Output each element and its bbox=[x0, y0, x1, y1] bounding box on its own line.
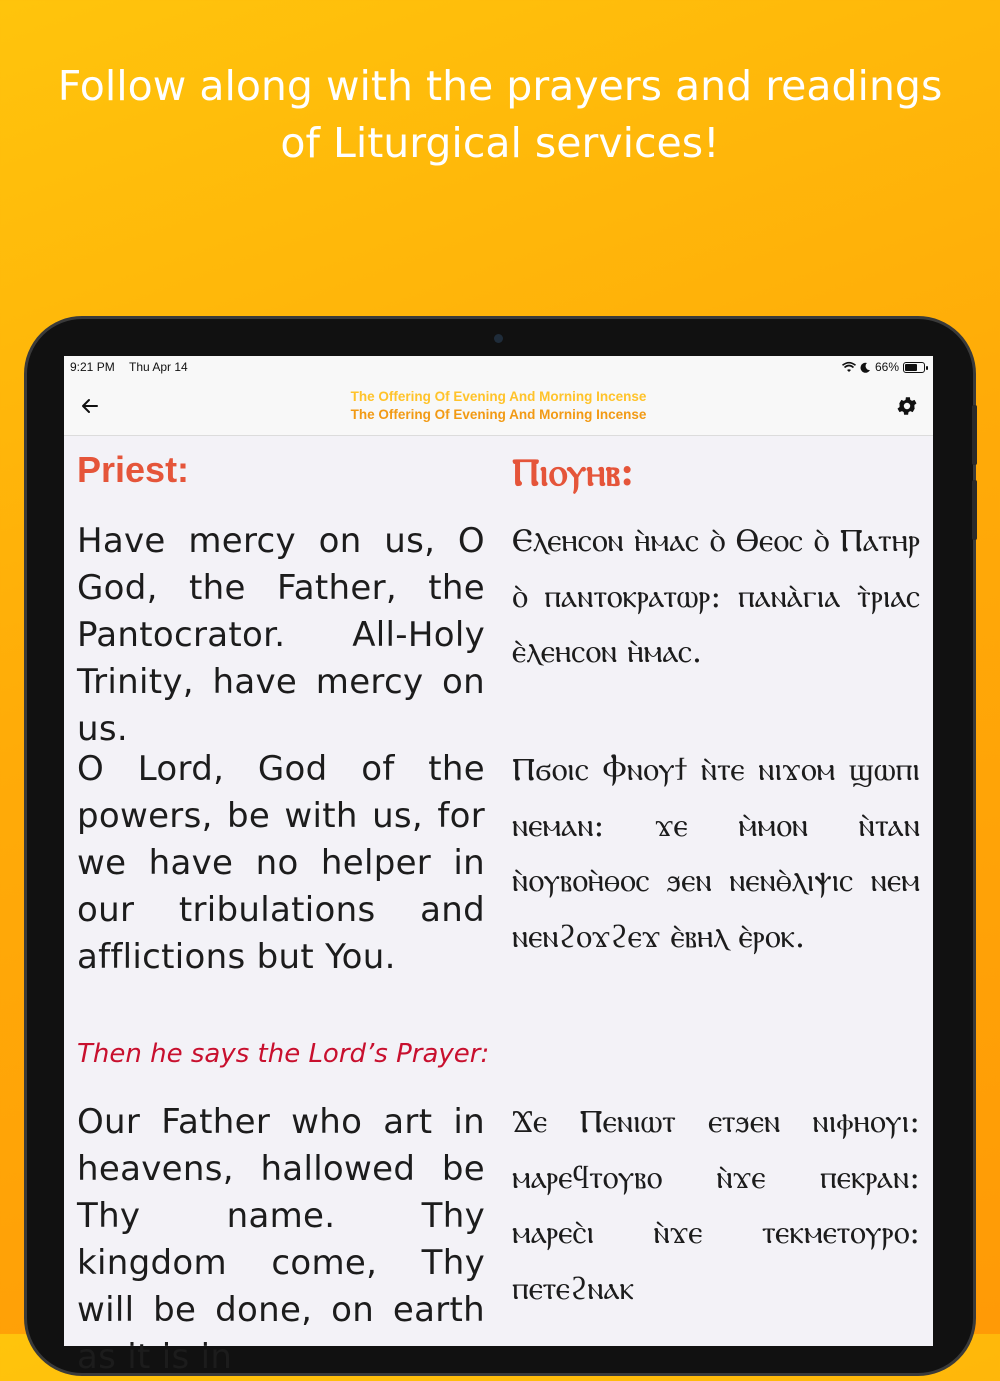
coptic-paragraph: Ϫⲉ Ⲡⲉⲛⲓⲱⲧ ⲉⲧϧⲉⲛ ⲛⲓⲫⲏⲟⲩⲓ: ⲙⲁⲣⲉϥⲧⲟⲩⲃⲟ ⲛ̀ϫⲉ ⲡⲉⲕⲣⲁⲛ: ⲙⲁⲣⲉⲥ̀ⲓ ⲛ̀ϫⲉ ⲧⲉⲕⲙⲉⲧⲟⲩⲣⲟ: ⲡⲉⲧⲉϩⲛⲁⲕ bbox=[512, 1102, 920, 1307]
battery-fill bbox=[905, 364, 917, 371]
nav-title bbox=[204, 388, 793, 424]
nav-title-primary: The Offering Of Evening And Morning Incense bbox=[350, 389, 647, 404]
status-time: 9:21 PM bbox=[70, 360, 115, 374]
liturgy-content[interactable] bbox=[64, 437, 933, 1377]
coptic-paragraph: Ⲉⲗⲉⲏⲥⲟⲛ ⲏ̀ⲙⲁⲥ ⲟ̀ Ⲑⲉⲟⲥ ⲟ̀ Ⲡⲁⲧⲏⲣ ⲟ̀ ⲡⲁⲛⲧⲟⲕⲣⲁⲧⲱⲣ: ⲡⲁⲛⲁ̀ⲅⲓⲁ ⲧ̀ⲣⲓⲁⲥ ⲉ̀ⲗⲉⲏⲥⲟⲛ ⲏ̀ⲙⲁⲥ. bbox=[512, 521, 920, 670]
status-bar bbox=[64, 356, 933, 378]
status-date: Thu Apr 14 bbox=[129, 360, 188, 374]
front-camera bbox=[494, 334, 503, 343]
battery-icon bbox=[903, 362, 925, 373]
back-arrow-icon[interactable] bbox=[78, 394, 102, 418]
volume-down-button bbox=[972, 480, 977, 540]
english-paragraph: Have mercy on us, O God, the Father, the Pantocrator. All-Holy Trinity, have mercy on us. bbox=[77, 521, 485, 749]
moon-icon bbox=[860, 362, 871, 373]
battery-percent: 66% bbox=[874, 360, 899, 374]
rubric-text: Then he says the Lord’s Prayer: bbox=[77, 1039, 490, 1069]
nav-title-secondary: The Offering Of Evening And Morning Incense bbox=[350, 407, 647, 422]
english-paragraph: Our Father who art in heavens, hallowed be Thy name. Thy kingdom come, Thy will be done, on earth as it is in bbox=[77, 1102, 485, 1377]
app-screen bbox=[64, 356, 933, 1377]
status-right bbox=[842, 360, 925, 374]
wifi-icon bbox=[842, 362, 856, 373]
nav-bar bbox=[64, 378, 933, 436]
coptic-paragraph: Ⲡϭⲟⲓⲥ Ⲫⲛⲟⲩϯ ⲛ̀ⲧⲉ ⲛⲓϫⲟⲙ ϣⲱⲡⲓ ⲛⲉⲙⲁⲛ: ϫⲉ ⲙ̀ⲙⲟⲛ ⲛ̀ⲧⲁⲛ ⲛ̀ⲟⲩⲃⲟⲏ̀ⲑⲟⲥ ϧⲉⲛ ⲛⲉⲛⲑ̀ⲗⲓⲯⲓⲥ ⲛⲉⲙ ⲛⲉⲛϩⲟϫϩⲉϫ ⲉ̀ⲃⲏⲗ ⲉ̀ⲣⲟⲕ. bbox=[512, 750, 920, 955]
headline: Follow along with the prayers and readings of Liturgical services! bbox=[57, 62, 943, 167]
gear-icon[interactable] bbox=[895, 394, 919, 418]
english-paragraph: O Lord, God of the powers, be with us, for we have no helper in our tribulations and afflictions but You. bbox=[77, 749, 485, 977]
role-label-english: Priest: bbox=[77, 449, 190, 490]
volume-up-button bbox=[972, 405, 977, 465]
role-label-coptic: Ⲡⲓⲟⲩⲏⲃ: bbox=[512, 449, 635, 494]
